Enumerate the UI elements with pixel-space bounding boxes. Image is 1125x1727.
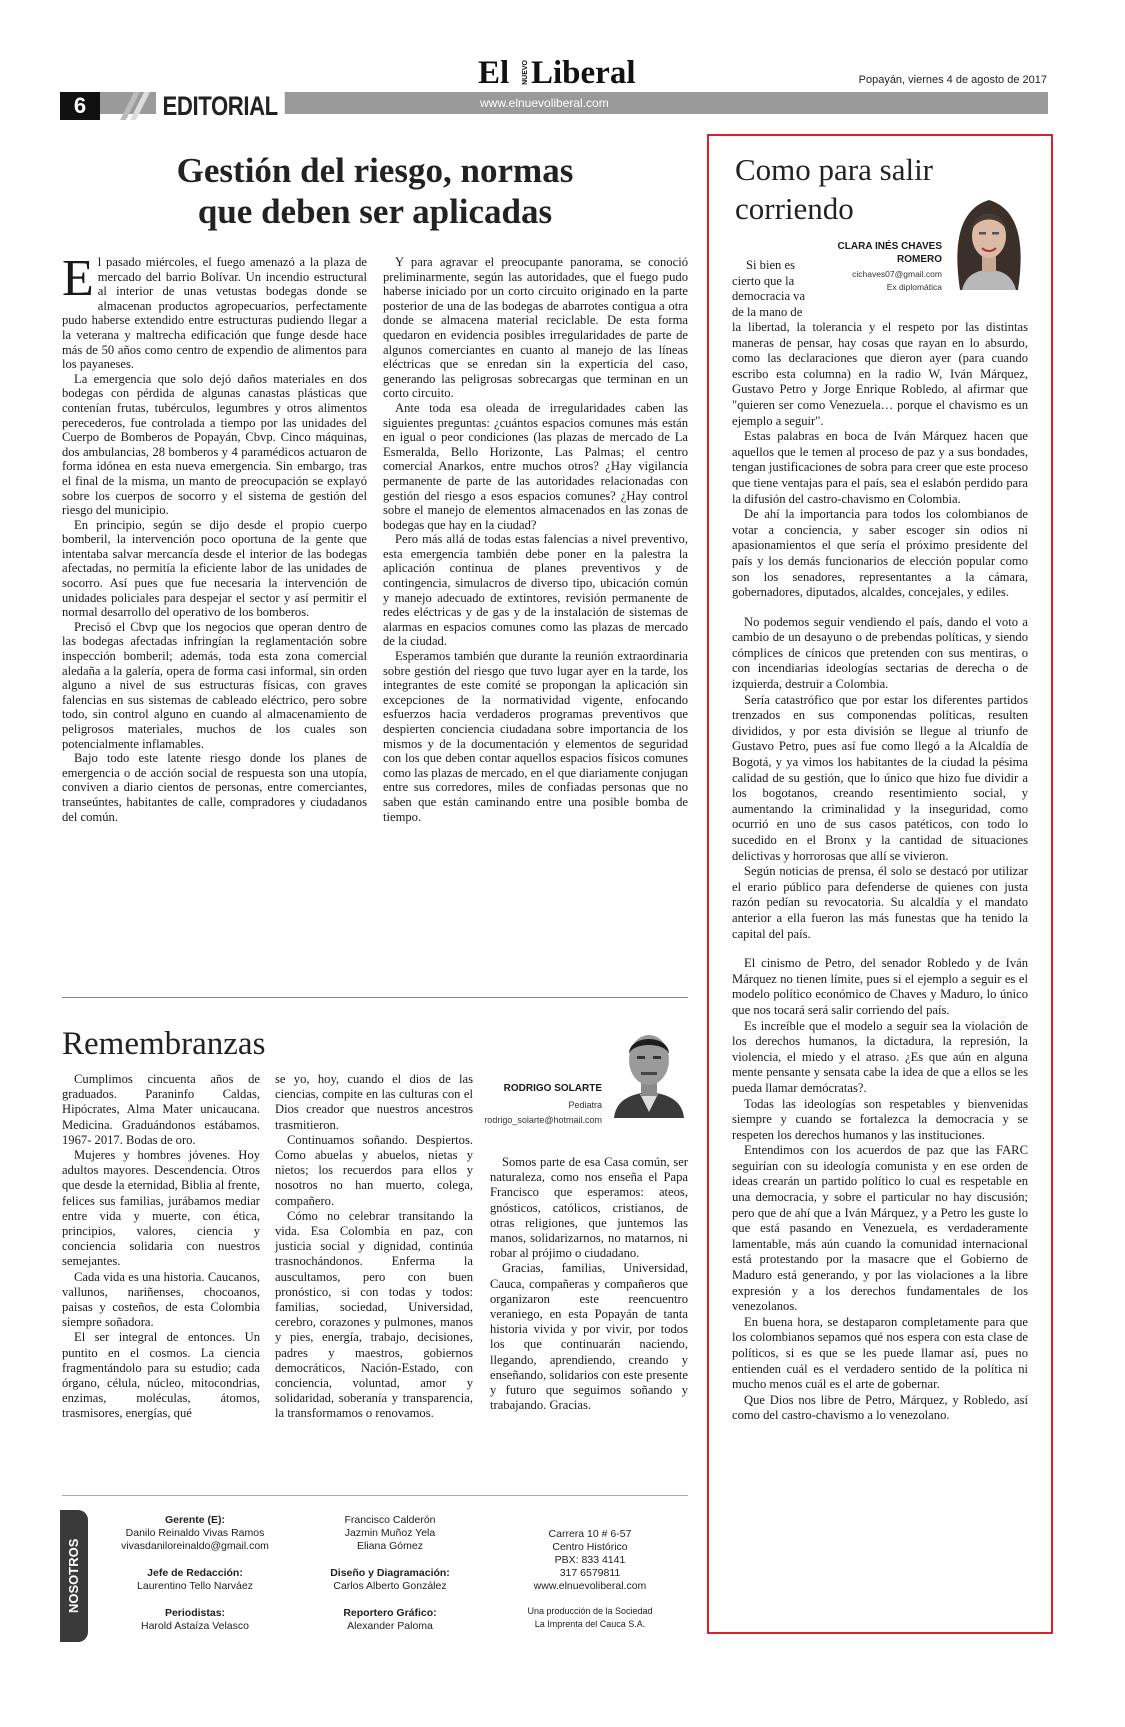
address-line: PBX: 833 4141 xyxy=(554,1554,626,1566)
remembranzas-col2 xyxy=(275,1072,473,1422)
gerente-label: Gerente (E): xyxy=(164,1514,226,1526)
column-paragraph: De ahí la importancia para todos los colombianos de votar a conciencia, y saber escoger sin odios ni apasionamientos el que sería el próximo presidente del país y los demás funcionarios de elección popular como son los senadores, representantes a la cámara, gobernadores, diputados, alcaldes, concejales, y ediles. xyxy=(732,507,1028,600)
intro-line: de la mano de xyxy=(732,304,803,319)
production-line: La Imprenta del Cauca S.A. xyxy=(534,1619,646,1629)
nosotros-text: NOSOTROS xyxy=(66,1538,81,1614)
section-slash-icon xyxy=(110,92,158,120)
editorial-title-line1: Gestión del riesgo, normas xyxy=(176,151,574,190)
divider-staff xyxy=(62,1495,688,1496)
author-role: Pediatra xyxy=(568,1100,602,1110)
editorial-title xyxy=(60,150,690,232)
logo-liberal: Liberal xyxy=(531,55,636,91)
column-paragraph: Que Dios nos libre de Petro, Márquez, y Robledo, así como del castro-chavismo a lo venezolano. xyxy=(732,1392,1028,1423)
staff-name: Eliana Gómez xyxy=(357,1540,423,1552)
dropcap: E xyxy=(62,250,94,307)
column-paragraph: Estas palabras en boca de Iván Márquez hacen que aquellos que le temen al proceso de paz y a sus bondades, tengan justificaciones de sobra para creer que este proceso que tiene ventajas para el país, sea el eslabón perdido para la difusión del castro-chavismo en Colombia. xyxy=(732,429,1028,506)
reportero-label: Reportero Gráfico: xyxy=(343,1607,437,1619)
column-body xyxy=(732,320,1028,1424)
editorial-p7: Ante toda esa oleada de irregularidades caben las siguientes preguntas: ¿cuántos espacios comunes más están en igual o peor condiciones (las plazas de mercado de La Esmeralda, Bello Horizonte, Las Palmas; el centro comercial Anarkos, entre muchos otros? ¿Hay vigilancia permanente de parte de las autoridades relacionadas con gestión del riesgo a esos espacios comunes? ¿Hay control sobre el manejo de elementos almacenados en las zonas de bodegas que hay en la ciudad? xyxy=(383,400,688,532)
editorial-title-line2: que deben ser aplicadas xyxy=(197,192,553,231)
section-bar xyxy=(60,92,1048,120)
section-title: EDITORIAL xyxy=(156,90,284,122)
column-paragraph: No podemos seguir vendiendo el país, dando el voto a cambio de un desayuno o de prebendas políticas, y siendo cómplices de cínicos que pretenden con sus mentiras, o con incendiarias ideologías sectarias de derecha o de izquierda, destruir a Colombia. xyxy=(732,614,1028,692)
diseno-name: Carlos Alberto González xyxy=(333,1580,447,1592)
editorial-p4: Precisó el Cbvp que los negocios que operan dentro de las bodegas afectadas infringían la reglamentación sobre inspección bomberil; además, toda esta zona comercial aledaña a la galería, opera de forma casi informal, sin orden alguno a nivel de sus estructuras físicas, con graves falencias en sus sistemas de cableado eléctrico, pero sobre todo, sin control alguno en cuando al almacenamiento de peligrosos materiales, muchos de los cuales son potencialmente inflamables. xyxy=(62,619,367,751)
jefe-label: Jefe de Redacción: xyxy=(147,1567,243,1579)
column-paragraph: Sería catastrófico que por estar los diferentes partidos trenzados en sus componendas políticas, resulten divididos, y por esta división se llegue al triunfo de Gustavo Petro, pues así fue como llegó a la Alcaldía de Bogotá, y ya vimos los habitantes de la ciudad la pésima calidad de su gestión, que lo único que hizo fue dividir a los bogotanos, creando resentimiento social, y aumentando la criminalidad y la inseguridad, como ocurrió en uno de sus casos patéticos, con todo lo sucedido en el Bronx y la cantidad de situaciones delictivas y horrorosas que allí se vivieron. xyxy=(732,692,1028,863)
column-byline xyxy=(812,240,942,294)
column-paragraph: Según noticias de prensa, él solo se destacó por utilizar el erario público para defenderse de quienes con justa razón pedían su revocatoria. Su alcaldía y el mandato anterior a ella fueron las más funestas que ha tenido la capital del país. xyxy=(732,864,1028,941)
gerente-name: Danilo Reinaldo Vivas Ramos xyxy=(125,1527,265,1539)
logo-el: El xyxy=(478,55,510,91)
column-author-name-1: CLARA INÉS CHAVES xyxy=(837,241,942,252)
column-paragraph: Entendimos con los acuerdos de paz que las FARC seguirían con su ideología comunista y en ese orden de ideas crearán un partido político lo cual es respetable en una democracia, y sobre el particular no hay discusión; pero que de ahí que a Iván Márquez, y a Petro les guste lo que está pasando en Venezuela, es verdaderamente lamentable, más aún cuando la comunidad internacional está protestando por la masacre que el Gobierno de Maduro está generando, y por las violaciones a la libre expresión y a los derechos fundamentales de los venezolanos. xyxy=(732,1143,1028,1314)
editorial-p5: Bajo todo este latente riesgo donde los planes de emergencia o de acción social de respuesta son una utopía, conviven a diario cientos de personas, entre comerciantes, transeúntes, habitantes de calle, compradores y ciudadanos del común. xyxy=(62,751,367,824)
dateline: Popayán, viernes 4 de agosto de 2017 xyxy=(858,74,1047,86)
periodistas-name: Harold Astaíza Velasco xyxy=(141,1620,249,1632)
production-line: Una producción de la Sociedad xyxy=(527,1606,653,1616)
remembranzas-col3 xyxy=(490,1155,688,1413)
jefe-name: Laurentino Tello Narváez xyxy=(137,1580,253,1592)
page-number: 6 xyxy=(60,92,100,120)
column-intro xyxy=(732,258,820,320)
staff-col2 xyxy=(300,1514,480,1633)
editorial-p9: Esperamos también que durante la reunión extraordinaria sobre gestión del riesgo que tuvo lugar ayer en la tarde, los integrantes de este comité se propongan la aplicación sin excepciones de la normatividad vigente, enfocando esfuerzos hacia verdaderos programas preventivos que despierten conciencia ciudadana sobre importancia de los mismos y de la documentación y elementos de seguridad con los que deben contar aquellos espacios físicos comunes como las plazas de mercado, en el que diariamente conjugan entre sus corredores, miles de confiadas personas que no saben que están caminando entre una posible bomba de tiempo. xyxy=(383,649,688,824)
column-paragraph: En buena hora, se destaparon completamente para que los colombianos sepamos qué nos espera con esta clase de políticos, si es que se les puede llamar así, pues no entienden cuál es el verdadero sentido de la política ni mucho menos cuál es el arte de gobernar. xyxy=(732,1314,1028,1392)
editorial-p8: Pero más allá de todas estas falencias a nivel preventivo, esta emergencia también debe poner en la palestra la aplicación continua de planes preventivos y de contingencia, simulacros de diverso tipo, ubicación común y manejo adecuado de extintores, revisión permanente de redes eléctricas y de gas y de la instalación de sistemas de alarmas en espacios comunes como las plazas de mercado de la ciudad. xyxy=(383,532,688,649)
column-paragraph: Todas las ideologías son respetables y bienvenidas siempre y cuando se fortalezca la democracia y se respeten los derechos humanos y las instituciones. xyxy=(732,1096,1028,1142)
rem-p2: Mujeres y hombres jóvenes. Hoy adultos mayores. Descendencia. Otros que desde la eternidad, Biblia al frente, felices sus familias, jurábamos mediar entre vida y muerte, con ética, principios, valores, ciencia y conciencia solidaria con nuestros semejantes. xyxy=(62,1148,260,1269)
rem-p4: El ser integral de entonces. Un puntito en el cosmos. La ciencia fragmentándolo para su estudio; cada órgano, célula, núcleo, mitocondrias, enzimas, moléculas, átomos, trasmisores, energías, qué xyxy=(62,1330,260,1421)
staff-name: Francisco Calderón xyxy=(344,1514,436,1526)
author-email: rodrigo_solarte@hotmail.com xyxy=(484,1115,602,1125)
editorial-p2: La emergencia que solo dejó daños materiales en dos bodegas con pérdida de algunas canastas plásticas que contenían frutas, tubérculos, legumbres y otros alimentos perecederos, fue controlada a tiempo por las unidades del Cuerpo de Bomberos de Popayán, Cbvp. Cinco máquinas, dos ambulancias, 28 bomberos y 4 paramédicos actuaron de forma idónea en esta nueva emergencia. Sin embargo, tras el final de la misma, un manto de preocupación se explayó sobre los cuerpos de socorro y el sistema de gestión del riesgo del municipio. xyxy=(62,371,367,518)
intro-line: cierto que la xyxy=(732,273,795,288)
intro-line: democracia va xyxy=(732,289,806,304)
editorial-p6: Y para agravar el preocupante panorama, se conoció preliminarmente, según las autoridades, que el fuego pudo haberse iniciado por un corto circuito originado en la parte posterior de una de las bodegas de abarrotes contigua a otra donde se almacena material reciclable. De esta forma quedaron en evidencia posibles irregularidades de parte de algunos comerciantes en cuanto al manejo de las líneas eléctricas que se enredan sin la experticia del caso, generando las peligrosas sobrecargas que terminan en un corto circuito. xyxy=(383,255,688,401)
reportero-name: Alexander Paloma xyxy=(347,1620,433,1632)
remembranzas-col1 xyxy=(62,1072,260,1422)
divider xyxy=(62,997,688,998)
author-name: RODRIGO SOLARTE xyxy=(503,1083,602,1094)
rem-p1: Cumplimos cincuenta años de graduados. Paraninfo Caldas, Hipócrates, Alma Mater unicaucana. Medicina. Graduándonos estábamos. 1967- 2017. Bodas de oro. xyxy=(62,1072,260,1147)
nosotros-label xyxy=(60,1510,88,1642)
editorial-col2 xyxy=(383,255,688,824)
masthead-logo xyxy=(478,56,638,92)
editorial-p1: El pasado miércoles, el fuego amenazó a la plaza de mercado del barrio Bolívar. Un incendio estructural al interior de unas vetustas bodegas donde se almacenan productos agropecuarios, perfectamente pudo haberse extendido entre estructuras pudiendo llegar a la veterana y maltrecha edificación que funge desde hace más de 50 años como centro de expendio de alimentos para los payaneses. xyxy=(62,250,367,372)
address-line: Centro Histórico xyxy=(552,1541,628,1553)
remembranzas-title: Remembranzas xyxy=(62,1026,266,1062)
gerente-email: vivasdaniloreinaldo@gmail.com xyxy=(121,1540,269,1552)
logo-nuevo: NUEVO xyxy=(522,60,529,85)
rem-p5: se yo, hoy, cuando el dios de las ciencias, compite en las culturas con el Dios creador que nuestros ancestros trasmitieron. xyxy=(275,1072,473,1132)
website[interactable]: www.elnuevoliberal.com xyxy=(480,96,609,110)
editorial-p3: En principio, según se dijo desde el propio cuerpo bomberil, la intervención poco oportuna de la gente que intentaba salvar mercancía desde el interior de las bodegas afectadas, no permitía la eficiente labor de las unidades de socorro. Así pues que fue necesaria la intervención de unidades policiales para despejar el sector y así permitir el normal desarrollo del operativo de los bomberos. xyxy=(62,517,367,620)
rem-p3: Cada vida es una historia. Caucanos, vallunos, nariñenses, chocoanos, paisas y costeños, de esta Colombia siempre soñadora. xyxy=(62,1269,260,1330)
column-author-email: cichaves07@gmail.com xyxy=(852,269,942,279)
staff-name: Jazmin Muñoz Yela xyxy=(344,1527,436,1539)
author-photo-clara xyxy=(948,190,1030,290)
intro-line: Si bien es xyxy=(746,258,795,272)
column-paragraph: Es increíble que el modelo a seguir sea la violación de los derechos humanos, la dictadura, la represión, la violencia, el miedo y el atraso. ¿Es que aún en alguna mente pensante y sensata cabe la idea de que a ellos se les pueda llamar demócratas?. xyxy=(732,1018,1028,1095)
column-title xyxy=(735,150,955,228)
column-paragraph: El cinismo de Petro, del senador Robledo y de Iván Márquez no tienen límite, pues si el ejemplo a seguir es el modelo político económico de Chaves y Maduro, lo único que nos tocará será salir corriendo del país. xyxy=(732,956,1028,1017)
column-paragraph: la libertad, la tolerancia y el respeto por las distintas maneras de pensar, hay cosas que rayan en lo absurdo, como las declaraciones que dieron ayer (para cuando escribo esta columna) en la radio W, Iván Márquez, Gustavo Petro y Jorge Enrique Robledo, al afirmar que "quieren ser como Venezuela… porque el chavismo es un ejemplo a seguir". xyxy=(732,320,1028,428)
staff-col3 xyxy=(505,1528,675,1631)
author-photo-rodrigo xyxy=(610,1020,688,1118)
rem-p9: Gracias, familias, Universidad, Cauca, compañeras y compañeros que organizaron este reencuentro veraniego, en esta Popayán de tanta historia vivida y por vivir, por todos los que continuarán naciendo, llegando, aprendiendo, creando y enseñando, solidarios con este presente y futuro que seguimos soñando y trabajando. Gracias. xyxy=(490,1261,688,1413)
diseno-label: Diseño y Diagramación: xyxy=(330,1567,450,1579)
column-title-line2: corriendo xyxy=(735,191,854,226)
remembranzas-byline xyxy=(470,1082,602,1126)
editorial-col1 xyxy=(62,250,367,824)
column-title-line1: Como para salir xyxy=(735,152,934,187)
address-line: Carrera 10 # 6-57 xyxy=(548,1528,632,1540)
address-website[interactable]: www.elnuevoliberal.com xyxy=(533,1580,647,1592)
rem-p8: Somos parte de esa Casa común, ser naturaleza, como nos enseña el Papa Francisco que esperamos: ateos, gnósticos, católicos, cristianos, de otras religiones, que juntemos las manos, solidarizarnos, no matarnos, ni robar al prójimo o ciudadano. xyxy=(490,1155,688,1261)
rem-p6: Continuamos soñando. Despiertos. Como abuelas y abuelos, nietas y nietos; los recuerdos para ellos y nosotros no han muerto, colega, compañero. xyxy=(275,1132,473,1208)
column-author-name-2: ROMERO xyxy=(897,254,942,265)
rem-p7: Cómo no celebrar transitando la vida. Esa Colombia en paz, con justicia social y dignidad, continúa trasnochándonos. Enferma la auscultamos, pero con buen pronóstico, si con todas y todos: familias, sociedad, Universidad, cerebro, corazones y pulmones, manos y pies, energía, trabajo, decisiones, padres y maestros, gobiernos democráticos, Nación-Estado, con conciencia, voluntad, amor y solidaridad, soberanía y transparencia, la transformamos o renovamos. xyxy=(275,1208,473,1421)
address-line: 317 6579811 xyxy=(559,1567,621,1579)
column-author-role: Ex diplomática xyxy=(886,282,942,292)
staff-col1 xyxy=(100,1514,290,1633)
periodistas-label: Periodistas: xyxy=(164,1607,226,1619)
